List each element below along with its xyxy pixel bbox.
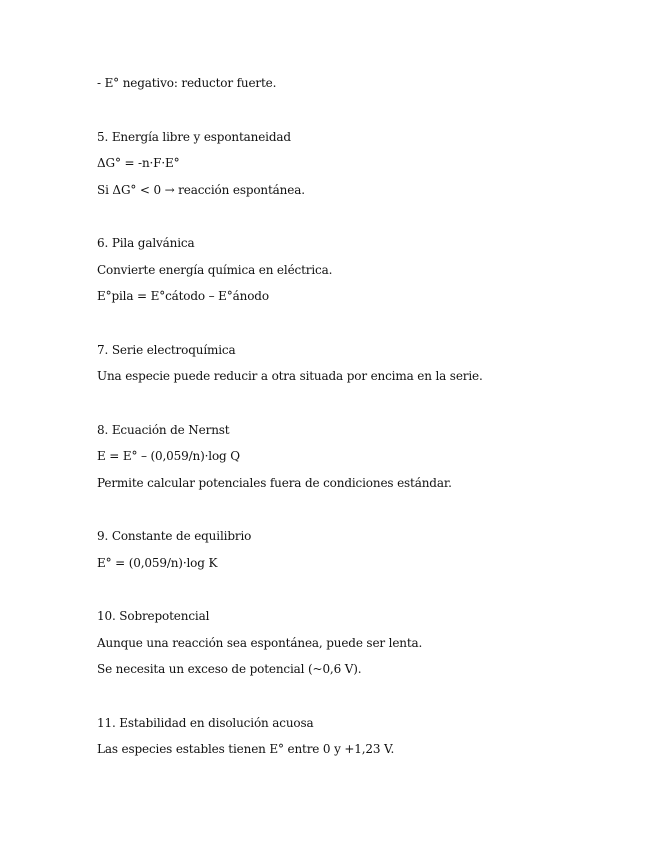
section-heading: 9. Constante de equilibrio xyxy=(97,529,252,543)
section-heading: 6. Pila galvánica xyxy=(97,236,195,250)
formula-line: E = E° – (0,059/n)·log Q xyxy=(97,449,240,463)
section-energia-libre xyxy=(97,129,617,209)
text-line: Aunque una reacción sea espontánea, puede ser lenta. xyxy=(97,635,423,650)
text-line: Permite calcular potenciales fuera de condiciones estándar. xyxy=(97,475,452,490)
section-ecuacion-nernst xyxy=(97,422,617,502)
formula-line: E° = (0,059/n)·log K xyxy=(97,555,218,570)
text-line: Se necesita un exceso de potencial (~0,6 V). xyxy=(97,662,362,676)
text-line: Si ΔG° < 0 → reacción espontánea. xyxy=(97,182,305,197)
formula-line: E°pila = E°cátodo – E°ánodo xyxy=(97,289,269,303)
section-pila-galvanica xyxy=(97,235,617,315)
section-heading: 10. Sobrepotencial xyxy=(97,609,210,623)
section-heading: 7. Serie electroquímica xyxy=(97,342,236,357)
formula-line: ΔG° = -n·F·E° xyxy=(97,156,180,170)
section-heading: 11. Estabilidad en disolución acuosa xyxy=(97,715,314,730)
section-constante-equilibrio xyxy=(97,528,617,581)
section-heading: 8. Ecuación de Nernst xyxy=(97,422,230,437)
document-page xyxy=(97,75,617,768)
text-line: Una especie puede reducir a otra situada por encima en la serie. xyxy=(97,369,483,383)
section-estabilidad-acuosa xyxy=(97,715,617,768)
text-line: Las especies estables tienen E° entre 0 y +1,23 V. xyxy=(97,742,395,756)
section-heading: 5. Energía libre y espontaneidad xyxy=(97,129,291,144)
section-sobrepotencial xyxy=(97,608,617,688)
text-line: Convierte energía química en eléctrica. xyxy=(97,262,333,277)
intro-line: - E° negativo: reductor fuerte. xyxy=(97,76,277,90)
section-serie-electroquimica xyxy=(97,342,617,395)
